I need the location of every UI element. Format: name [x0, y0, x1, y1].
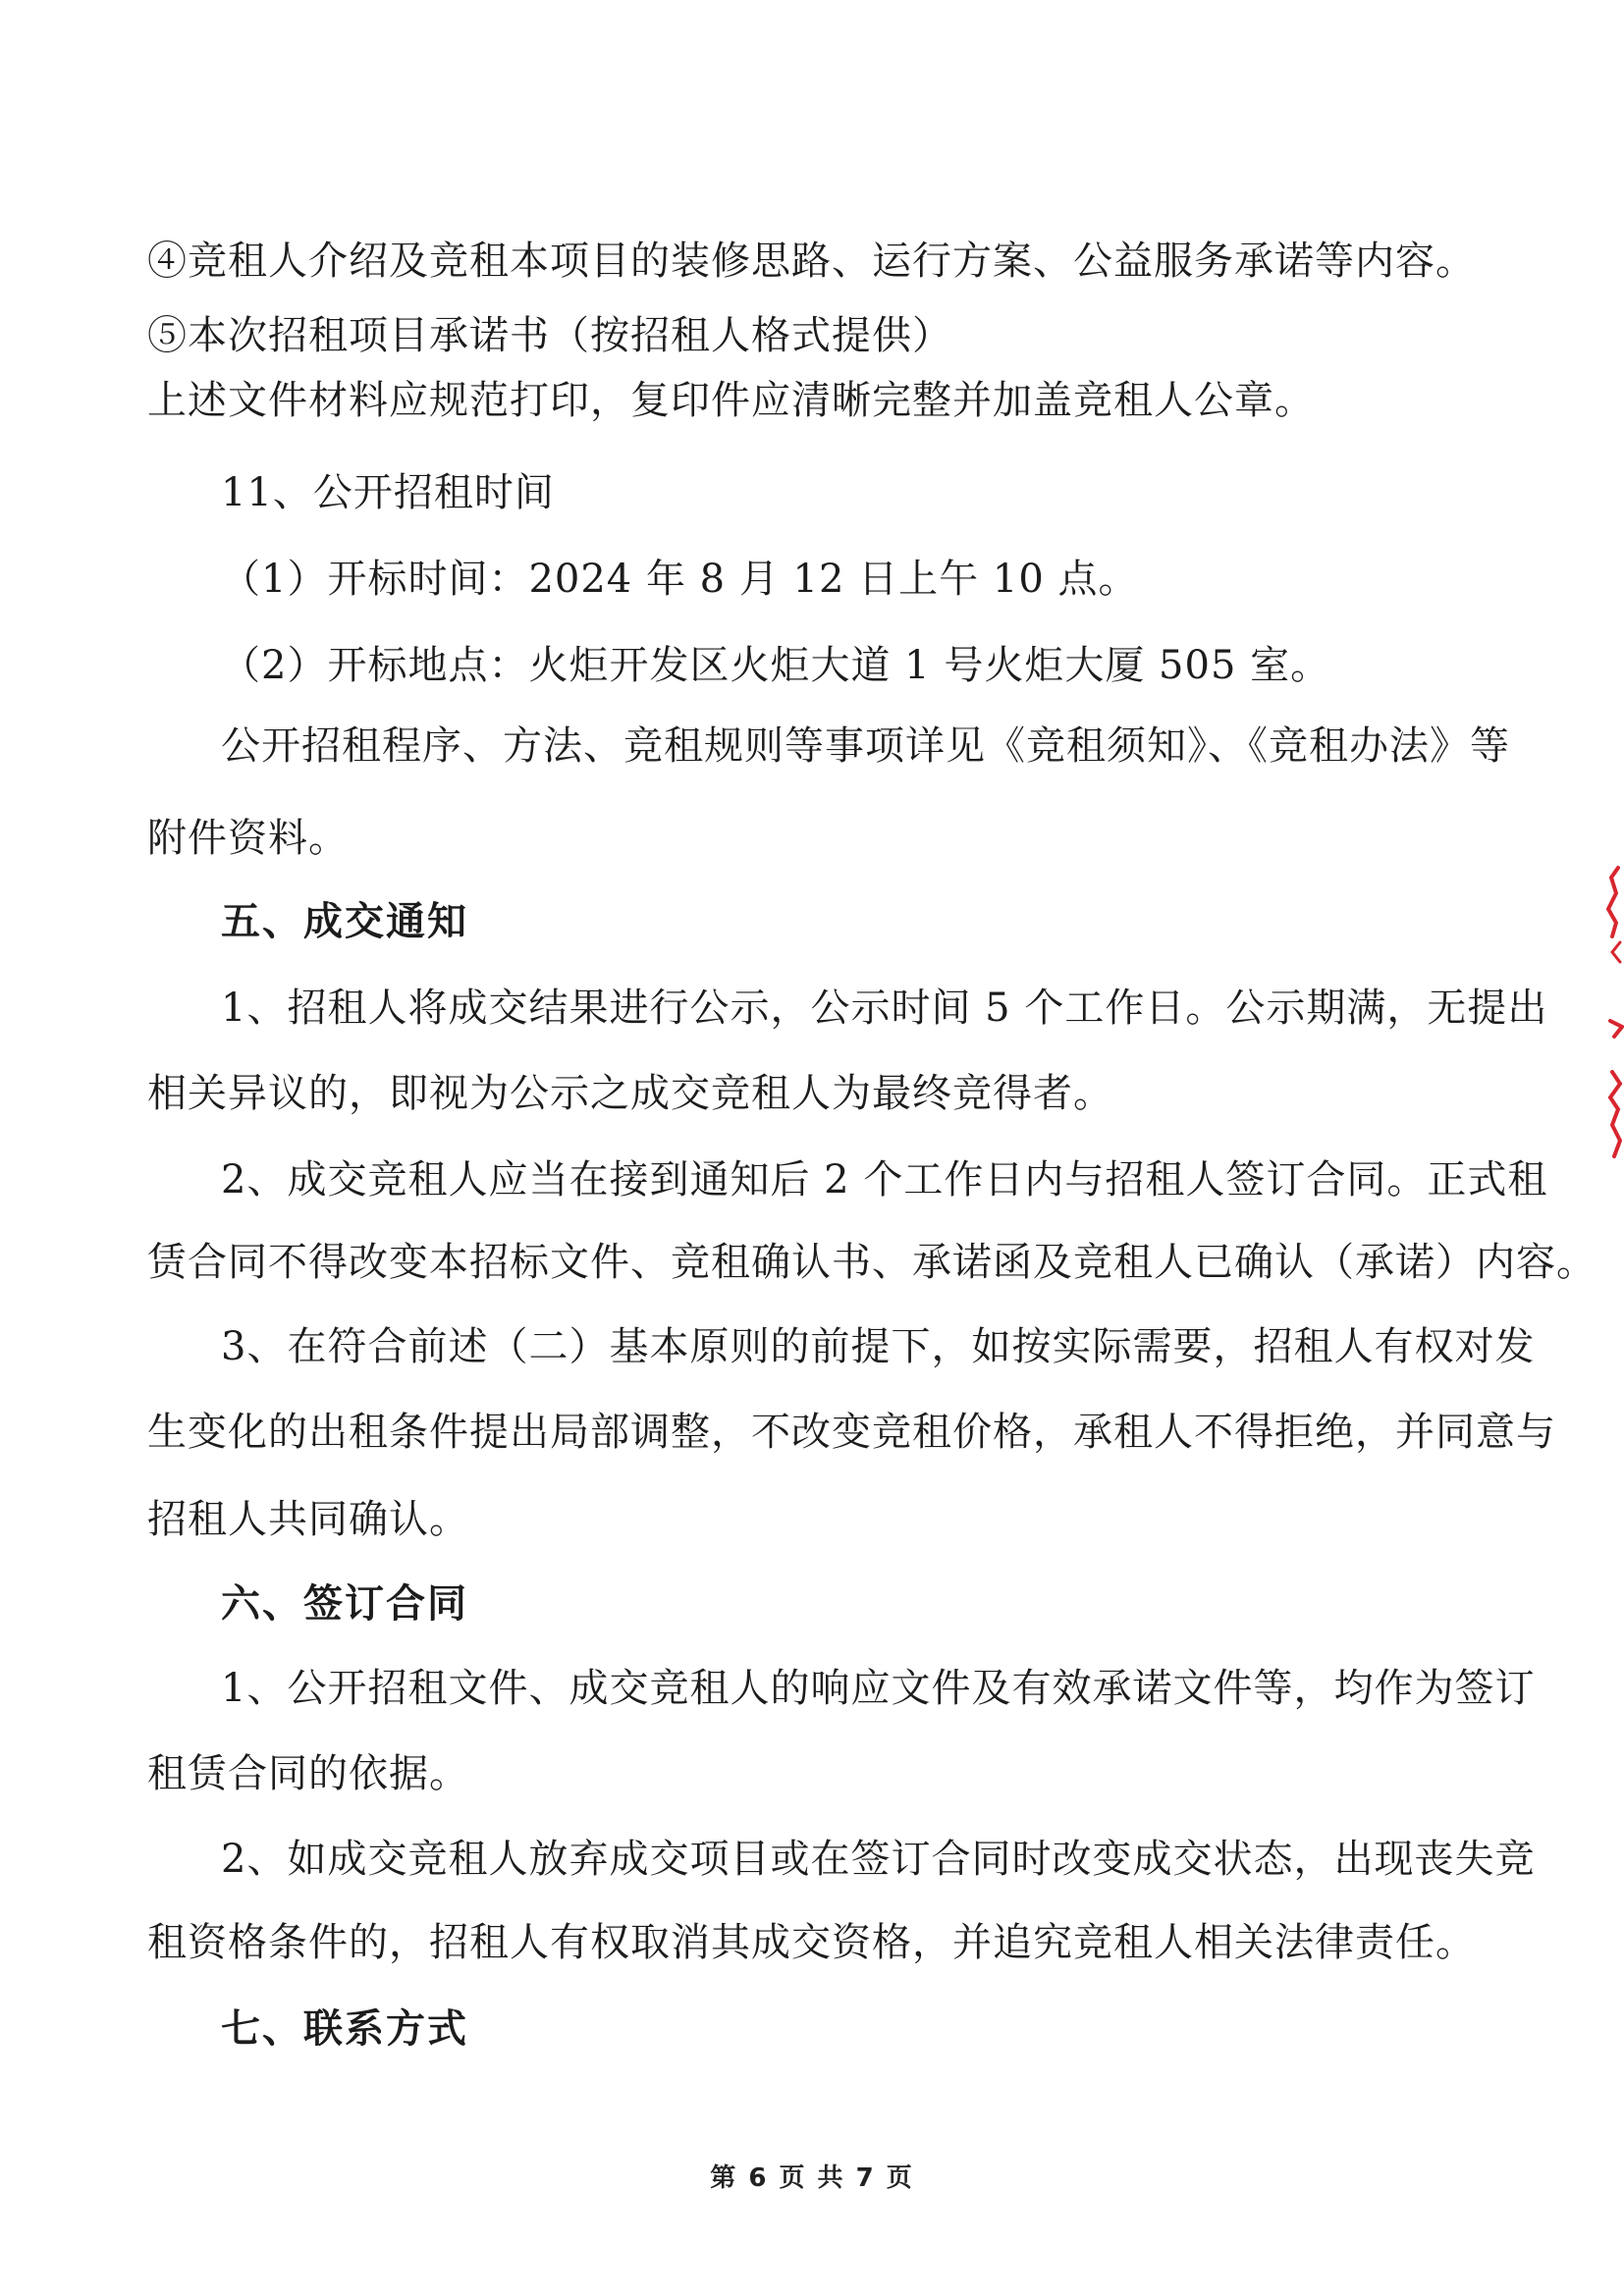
paragraph-6-2-line-2: 租资格条件的，招租人有权取消其成交资格，并追究竞租人相关法律责任。	[147, 1920, 1476, 1965]
seal-stroke-2	[1612, 942, 1620, 962]
procedure-note-line-1: 公开招租程序、方法、竞租规则等事项详见《竞租须知》、《竞租办法》等	[221, 723, 1510, 769]
section-heading-7: 七、联系方式	[221, 2006, 468, 2052]
paragraph-6-1-line-1: 1、公开招租文件、成交竞租人的响应文件及有效承诺文件等，均作为签订	[221, 1666, 1536, 1711]
paragraph-5-3-line-1: 3、在符合前述（二）基本原则的前提下，如按实际需要，招租人有权对发	[221, 1324, 1536, 1369]
section-heading-5: 五、成交通知	[221, 899, 468, 944]
paragraph-5-1-line-1: 1、招租人将成交结果进行公示，公示时间 5 个工作日。公示期满，无提出	[221, 986, 1548, 1031]
print-requirement-text: 上述文件材料应规范打印，复印件应清晰完整并加盖竞租人公章。	[147, 378, 1315, 423]
section-heading-6: 六、签订合同	[221, 1581, 468, 1627]
list-item-4: ④竞租人介绍及竞租本项目的装修思路、运行方案、公益服务承诺等内容。	[147, 239, 1476, 284]
paragraph-6-2-line-1: 2、如成交竞租人放弃成交项目或在签订合同时改变成交状态，出现丧失竞	[221, 1837, 1536, 1882]
seal-stroke-1	[1608, 868, 1618, 936]
procedure-note-line-2: 附件资料。	[147, 816, 349, 861]
opening-time-text: （1）开标时间：2024 年 8 月 12 日上午 10 点。	[221, 557, 1139, 602]
paragraph-6-1-line-2: 租赁合同的依据。	[147, 1751, 469, 1796]
paragraph-5-3-line-2: 生变化的出租条件提出局部调整，不改变竞租价格，承租人不得拒绝，并同意与	[147, 1410, 1556, 1455]
paragraph-5-1-line-2: 相关异议的，即视为公示之成交竞租人为最终竞得者。	[147, 1071, 1113, 1116]
section-11-title: 11、公开招租时间	[221, 470, 555, 515]
list-item-5: ⑤本次招租项目承诺书（按招租人格式提供）	[147, 313, 952, 358]
paragraph-5-2-line-1: 2、成交竞租人应当在接到通知后 2 个工作日内与招租人签订合同。正式租	[221, 1157, 1548, 1202]
paragraph-5-2-line-2: 赁合同不得改变本招标文件、竞租确认书、承诺函及竞租人已确认（承诺）内容。	[147, 1240, 1597, 1285]
opening-location-text: （2）开标地点：火炬开发区火炬大道 1 号火炬大厦 505 室。	[221, 643, 1331, 688]
seal-stamp-edge	[1602, 864, 1624, 1178]
page-number-footer: 第 6 页 共 7 页	[710, 2163, 914, 2193]
seal-stroke-4	[1610, 1072, 1620, 1156]
paragraph-5-3-line-3: 招租人共同确认。	[147, 1497, 469, 1542]
seal-stroke-3	[1610, 1021, 1622, 1037]
